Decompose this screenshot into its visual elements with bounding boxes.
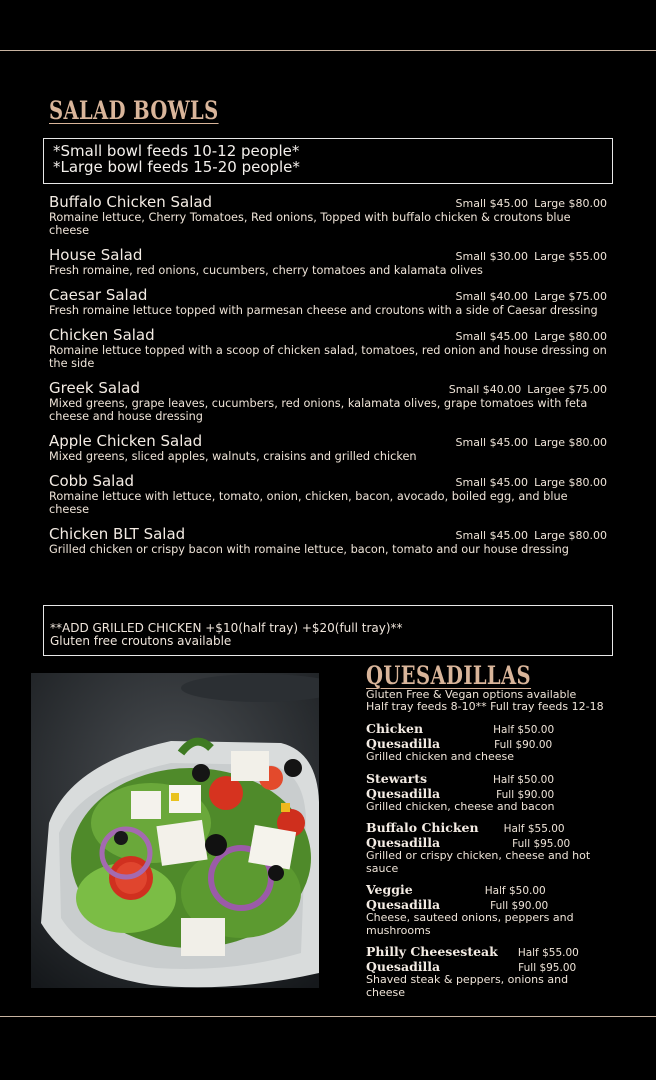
salad-item	[49, 326, 607, 370]
quesadilla-name-suffix: Quesadilla	[366, 736, 441, 751]
quesadilla-name-suffix: Quesadilla	[366, 959, 441, 974]
dietary-note: Gluten Free & Vegan options available	[366, 688, 577, 701]
small-price: Small $40.00	[455, 290, 529, 303]
quesadilla-name: Veggie	[366, 882, 413, 897]
salad-list	[49, 193, 607, 565]
quesadilla-list	[366, 721, 606, 1006]
small-price: Small $40.00	[448, 383, 522, 396]
large-price: Large $75.00	[534, 290, 607, 303]
large-price: Large $80.00	[534, 436, 607, 449]
quesadillas-notes	[366, 689, 604, 713]
bottom-divider	[0, 1016, 656, 1017]
quesadilla-description: Cheese, sauteed onions, peppers and mushrooms	[366, 911, 574, 937]
salad-prices	[456, 330, 607, 343]
salad-photo	[31, 673, 319, 988]
small-price: Small $30.00	[455, 250, 529, 263]
salad-name: Cobb Salad	[49, 472, 135, 490]
salad-item	[49, 246, 607, 277]
large-price: Large $55.00	[534, 250, 607, 263]
quesadilla-description: Shaved steak & peppers, onions and cheese	[366, 973, 569, 999]
large-price: Largee $75.00	[527, 383, 607, 396]
salad-name: Buffalo Chicken Salad	[49, 193, 213, 211]
small-price: Small $45.00	[455, 330, 529, 343]
large-price: Large $80.00	[534, 197, 607, 210]
quesadilla-description: Grilled chicken, cheese and bacon	[366, 799, 555, 813]
salad-prices	[456, 250, 607, 263]
quesadilla-name: Chicken	[366, 721, 424, 736]
salad-description: Mixed greens, grape leaves, cucumbers, red onions, kalamata olives, grape tomatoes with feta cheese and house dressing	[49, 397, 588, 423]
salad-item	[49, 525, 607, 556]
salad-bowls-heading: SALAD BOWLS	[49, 96, 219, 125]
quesadilla-name-suffix: Quesadilla	[366, 835, 441, 850]
salad-name: Greek Salad	[49, 379, 140, 397]
salad-description: Fresh romaine lettuce topped with parmesan cheese and croutons with a side of Caesar dressing	[49, 304, 598, 317]
salad-description: Romaine lettuce, Cherry Tomatoes, Red onions, Topped with buffalo chicken & croutons blue cheese	[49, 211, 571, 237]
top-divider	[0, 50, 656, 51]
salad-description: Mixed greens, sliced apples, walnuts, craisins and grilled chicken	[49, 450, 417, 463]
grilled-chicken-addon: **ADD GRILLED CHICKEN +$10(half tray) +$20(full tray)**	[50, 621, 403, 635]
small-price: Small $45.00	[455, 436, 529, 449]
salad-name: Caesar Salad	[49, 286, 148, 304]
large-price: Large $80.00	[534, 330, 607, 343]
salad-item	[49, 379, 607, 423]
half-price: Half $55.00	[503, 823, 565, 835]
quesadilla-item	[366, 882, 606, 937]
serving-line-small: *Small bowl feeds 10-12 people*	[53, 142, 300, 160]
gluten-free-note: Gluten free croutons available	[50, 634, 232, 648]
half-price: Half $50.00	[484, 885, 546, 897]
half-price: Half $50.00	[493, 724, 555, 736]
quesadilla-description: Grilled or crispy chicken, cheese and hot sauce	[366, 849, 591, 875]
quesadilla-item	[366, 820, 606, 875]
half-price: Half $55.00	[517, 947, 579, 959]
salad-item	[49, 286, 607, 317]
addon-box	[43, 605, 613, 656]
quesadilla-item	[366, 944, 606, 999]
salad-item	[49, 432, 607, 463]
quesadilla-name: Stewarts	[366, 770, 428, 786]
salad-item	[49, 472, 607, 516]
salad-name: Chicken BLT Salad	[49, 525, 186, 543]
salad-description: Grilled chicken or crispy bacon with romaine lettuce, bacon, tomato and our house dressing	[49, 543, 569, 556]
salad-description: Romaine lettuce with lettuce, tomato, onion, chicken, bacon, avocado, boiled egg, and blue cheese	[49, 490, 568, 516]
salad-name: Apple Chicken Salad	[49, 432, 203, 450]
half-price: Half $50.00	[493, 773, 555, 786]
salad-name: House Salad	[49, 246, 143, 264]
small-price: Small $45.00	[455, 197, 529, 210]
salad-prices	[456, 476, 607, 489]
full-price: Full $90.00	[494, 739, 553, 751]
serving-size-box	[43, 138, 613, 184]
salad-description: Romaine lettuce topped with a scoop of chicken salad, tomatoes, red onion and house dressing on the side	[49, 344, 607, 370]
full-price: Full $95.00	[512, 838, 571, 850]
quesadilla-item	[366, 721, 606, 764]
salad-prices	[456, 529, 607, 542]
salad-prices	[456, 290, 607, 303]
salad-prices	[449, 383, 607, 396]
full-price: Full $90.00	[490, 900, 549, 912]
quesadilla-name: Buffalo Chicken	[366, 820, 479, 835]
large-price: Large $80.00	[534, 476, 607, 489]
quesadilla-item	[366, 771, 606, 814]
full-price: Full $90.00	[496, 788, 555, 801]
quesadillas-heading: QUESADILLAS	[366, 661, 532, 690]
salad-prices	[456, 436, 607, 449]
full-price: Full $95.00	[518, 962, 577, 974]
quesadilla-name-suffix: Quesadilla	[366, 897, 441, 912]
quesadilla-name-suffix: Quesadilla	[366, 785, 441, 801]
small-price: Small $45.00	[455, 529, 529, 542]
small-price: Small $45.00	[455, 476, 529, 489]
salad-name: Chicken Salad	[49, 326, 155, 344]
salad-prices	[456, 197, 607, 210]
serving-line-large: *Large bowl feeds 15-20 people*	[53, 158, 300, 176]
quesadilla-name: Philly Cheesesteak	[366, 944, 498, 959]
quesadilla-description: Grilled chicken and cheese	[366, 750, 515, 763]
salad-item	[49, 193, 607, 237]
large-price: Large $80.00	[534, 529, 607, 542]
salad-description: Fresh romaine, red onions, cucumbers, cherry tomatoes and kalamata olives	[49, 264, 483, 277]
tray-size-note: Half tray feeds 8-10** Full tray feeds 12-18	[366, 700, 604, 713]
